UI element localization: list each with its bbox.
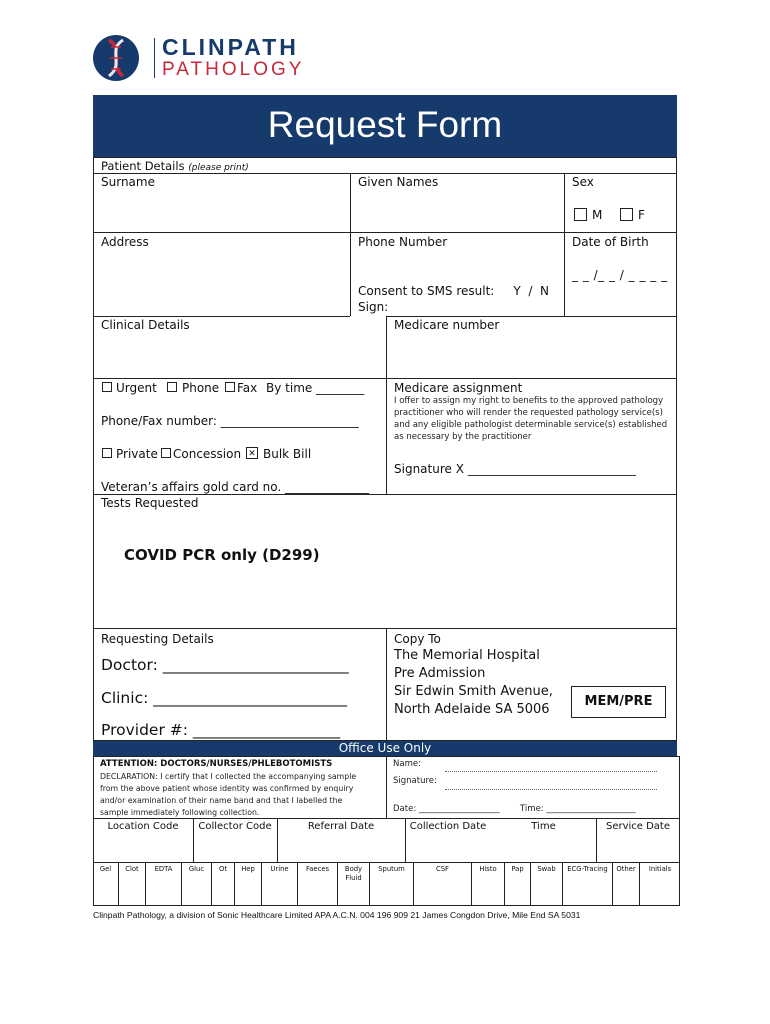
tube-label: Initials <box>648 865 672 873</box>
sex-f-checkbox[interactable] <box>620 208 633 221</box>
surname-label: Surname <box>101 175 155 189</box>
copy-to-line: The Memorial Hospital <box>394 648 540 663</box>
surname-field[interactable] <box>94 190 349 232</box>
urgent-checkbox[interactable] <box>102 382 112 392</box>
collection-time-field[interactable]: Time: _____________________ <box>520 804 636 814</box>
sms-consent[interactable]: Consent to SMS result: Y / N <box>358 284 550 298</box>
tube-cell[interactable] <box>261 862 297 906</box>
sign-label[interactable]: Sign: <box>358 300 389 314</box>
tube-label: ECG-Tracing <box>567 865 608 873</box>
tube-cell[interactable] <box>639 862 680 906</box>
tube-label: Clot <box>125 865 139 873</box>
clinical-details-field[interactable] <box>94 334 384 376</box>
office-use-label: Office Use Only <box>338 741 432 755</box>
tests-requested-value[interactable]: COVID PCR only (D299) <box>124 546 320 564</box>
concession-checkbox[interactable] <box>161 448 171 458</box>
declaration-line: and/or examination of their name band and that I labelled the <box>100 796 343 805</box>
tube-label: Histo <box>479 865 497 873</box>
declaration-line: DECLARATION: I certify that I collected the accompanying sample <box>100 772 357 781</box>
copy-to-label: Copy To <box>394 632 441 646</box>
sex-label: Sex <box>572 175 594 189</box>
declaration-line: sample immediately following collection. <box>100 808 260 817</box>
medicare-number-field[interactable] <box>388 334 676 376</box>
attention-heading: ATTENTION: DOCTORS/NURSES/PHLEBOTOMISTS <box>100 759 333 769</box>
assign-line: practitioner who will render the requested pathology service(s) <box>394 408 663 418</box>
tube-label: Swab <box>537 865 556 873</box>
sex-m-checkbox[interactable] <box>574 208 587 221</box>
tests-requested-label: Tests Requested <box>101 496 199 510</box>
tube-label: Urine <box>270 865 289 873</box>
given-names-field[interactable] <box>351 190 563 232</box>
location-code-label: Location Code <box>107 821 179 832</box>
tube-cell[interactable] <box>612 862 639 906</box>
mem-pre-badge-text: MEM/PRE <box>584 694 653 709</box>
veteran-card-field[interactable]: Veteran’s affairs gold card no. ______________ <box>101 480 370 494</box>
time-label: Time <box>531 821 556 832</box>
private-label: Private <box>116 447 158 461</box>
collector-code-label: Collector Code <box>198 821 272 832</box>
given-names-label: Given Names <box>358 175 439 189</box>
tube-cell[interactable] <box>93 862 118 906</box>
bulk-bill-checkbox[interactable] <box>246 447 258 459</box>
requesting-details-label: Requesting Details <box>101 632 214 646</box>
copy-to-line: Pre Admission <box>394 666 486 681</box>
tube-cell[interactable] <box>369 862 413 906</box>
tube-label: EDTA <box>154 865 173 873</box>
dna-logo-icon <box>92 34 140 82</box>
collector-signature-label: Signature: <box>393 776 437 786</box>
tube-cell[interactable] <box>413 862 471 906</box>
declaration-line: from the above patient whose identity was confirmed by enquiry <box>100 784 354 793</box>
tube-label: Gel <box>99 865 112 873</box>
dob-field[interactable]: _ _ /_ _ / _ _ _ _ <box>572 268 668 282</box>
collection-date-field[interactable]: Date: ___________________ <box>393 804 500 814</box>
service-date-label: Service Date <box>605 821 671 832</box>
tube-cell[interactable] <box>145 862 181 906</box>
tube-label: Pap <box>511 865 524 873</box>
tube-label: CSF <box>436 865 449 873</box>
assign-line: and any eligible pathologist determinable service(s) established <box>394 420 668 430</box>
logo-clinpath: CLINPATH <box>162 34 299 60</box>
collector-name-label: Name: <box>393 759 421 769</box>
phone-number-label: Phone Number <box>358 235 448 249</box>
phone-fax-number-field[interactable]: Phone/Fax number: _______________________ <box>101 414 359 428</box>
fax-checkbox[interactable] <box>225 382 235 392</box>
tube-cell[interactable] <box>337 862 369 906</box>
tube-label: Ot <box>218 865 227 873</box>
tube-label: Faeces <box>305 865 330 873</box>
assign-line: as necessary by the practitioner <box>394 432 532 442</box>
urgent-label: Urgent <box>116 381 157 395</box>
tube-label: Gluc <box>188 865 205 873</box>
medicare-signature-field[interactable]: Signature X ____________________________ <box>394 462 636 476</box>
phone-checkbox[interactable] <box>167 382 177 392</box>
form-title: Request Form <box>267 104 503 145</box>
tube-cell[interactable] <box>471 862 504 906</box>
copy-to-line: North Adelaide SA 5006 <box>394 702 550 717</box>
tube-label: Other <box>616 865 636 873</box>
tube-cell[interactable] <box>530 862 562 906</box>
patient-details-heading: Patient Details (please print) <box>101 159 249 173</box>
medicare-assignment-label: Medicare assignment <box>394 381 523 395</box>
dob-label: Date of Birth <box>572 235 649 249</box>
private-checkbox[interactable] <box>102 448 112 458</box>
collector-name-field[interactable] <box>445 771 657 772</box>
referral-date-label: Referral Date <box>307 821 375 832</box>
address-label: Address <box>101 235 149 249</box>
phone-label: Phone <box>182 381 220 395</box>
tube-cell[interactable] <box>211 862 234 906</box>
tube-label: Sputum <box>378 865 405 873</box>
provider-number-field[interactable]: Provider #: ___________________ <box>101 721 341 739</box>
tube-cell[interactable] <box>297 862 337 906</box>
doctor-field[interactable]: Doctor: ________________________ <box>101 656 349 674</box>
clinic-field[interactable]: Clinic: _________________________ <box>101 689 347 707</box>
tube-label: Body Fluid <box>344 865 363 882</box>
concession-label: Concession <box>173 447 242 461</box>
sex-m-label: M <box>592 208 603 222</box>
check-mark-icon: ✕ <box>248 448 256 458</box>
phone-number-field[interactable] <box>351 250 563 280</box>
clinpath-logo <box>92 34 352 82</box>
fax-label: Fax <box>237 381 258 395</box>
by-time-field[interactable]: By time ________ <box>266 381 365 395</box>
copy-to-line: Sir Edwin Smith Avenue, <box>394 684 553 699</box>
tube-cell[interactable] <box>234 862 261 906</box>
medicare-number-label: Medicare number <box>394 318 500 332</box>
tube-cell[interactable] <box>118 862 145 906</box>
tube-cell[interactable] <box>181 862 211 906</box>
sex-f-label: F <box>638 208 645 222</box>
tube-cell[interactable] <box>562 862 612 906</box>
assign-line: I offer to assign my right to benefits to the approved pathology <box>394 396 664 406</box>
bulk-bill-label: Bulk Bill <box>263 447 312 461</box>
tubes-row <box>93 862 680 906</box>
address-field[interactable] <box>94 250 349 314</box>
clinical-details-label: Clinical Details <box>101 318 190 332</box>
tube-label: Hep <box>241 865 255 873</box>
footer-text: Clinpath Pathology, a division of Sonic Healthcare Limited APA A.C.N. 004 196 909 21 James Congdon Drive, Mile End SA 5031 <box>93 910 581 920</box>
collector-signature-field[interactable] <box>445 789 657 790</box>
collection-date-label: Collection Date <box>409 821 487 832</box>
tube-cell[interactable] <box>504 862 530 906</box>
logo-pathology: PATHOLOGY <box>162 59 305 80</box>
